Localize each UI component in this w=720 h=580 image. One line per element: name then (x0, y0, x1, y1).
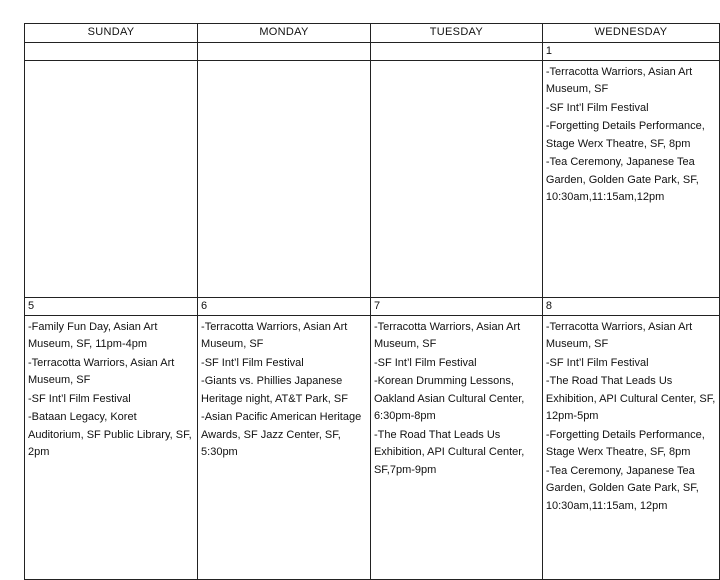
day-header-tuesday: TUESDAY (370, 24, 542, 43)
date-cell: 7 (370, 297, 542, 315)
events-cell (198, 60, 371, 297)
date-cell: 6 (198, 297, 371, 315)
event-item: -Family Fun Day, Asian Art Museum, SF, 11pm-4pm (28, 320, 158, 350)
date-cell: 1 (542, 42, 719, 60)
event-item: -Forgetting Details Performance, Stage Werx Theatre, SF, 8pm (545, 120, 705, 150)
day-header-sunday: SUNDAY (25, 24, 198, 43)
events-cell (25, 315, 198, 579)
day-header-monday: MONDAY (198, 24, 371, 43)
event-item: -Terracotta Warriors, Asian Art Museum, SF (28, 356, 175, 386)
event-item: -The Road That Leads Us Exhibition, API Cultural Center, SF, 12pm-5pm (545, 375, 716, 422)
week2-events-row (25, 315, 720, 579)
event-item: -Terracotta Warriors, Asian Art Museum, SF (373, 320, 521, 350)
event-item: -SF Int’l Film Festival (201, 356, 304, 369)
day-header-row (25, 24, 720, 43)
date-cell (370, 42, 542, 60)
date-cell: 8 (542, 297, 719, 315)
event-item: -Giants vs. Phillies Japanese Heritage night, AT&T Park, SF (201, 375, 348, 405)
event-item: -Terracotta Warriors, Asian Art Museum, SF (545, 320, 693, 350)
date-cell (25, 42, 198, 60)
date-cell: 5 (25, 297, 198, 315)
event-item: -SF Int’l Film Festival (28, 392, 131, 405)
event-item: -Korean Drumming Lessons, Oakland Asian Cultural Center, 6:30pm-8pm (373, 375, 525, 422)
event-item: -Terracotta Warriors, Asian Art Museum, SF (545, 65, 693, 95)
events-cell (370, 315, 542, 579)
events-cell (25, 60, 198, 297)
day-header-wednesday: WEDNESDAY (542, 24, 719, 43)
week2-date-row (25, 297, 720, 315)
week1-events-row (25, 60, 720, 297)
event-item: -SF Int’l Film Festival (373, 356, 477, 369)
event-item: -Terracotta Warriors, Asian Art Museum, SF (201, 320, 348, 350)
event-item: -Tea Ceremony, Japanese Tea Garden, Golden Gate Park, SF, 10:30am,11:15am, 12pm (545, 464, 699, 512)
events-cell (198, 315, 371, 579)
event-item: -Bataan Legacy, Koret Auditorium, SF Public Library, SF, 2pm (28, 411, 192, 458)
events-cell (542, 60, 719, 297)
calendar-grid (24, 23, 720, 580)
event-item: -Forgetting Details Performance, Stage Werx Theatre, SF, 8pm (545, 428, 705, 458)
event-item: -SF Int’l Film Festival (545, 356, 649, 369)
event-item: -SF Int’l Film Festival (545, 101, 649, 114)
event-item: -The Road That Leads Us Exhibition, API Cultural Center, SF,7pm-9pm (373, 428, 525, 476)
date-cell (198, 42, 371, 60)
event-item: -Asian Pacific American Heritage Awards, SF Jazz Center, SF, 5:30pm (201, 411, 362, 458)
week1-date-row (25, 42, 720, 60)
events-cell (542, 315, 719, 579)
events-cell (370, 60, 542, 297)
event-item: -Tea Ceremony, Japanese Tea Garden, Golden Gate Park, SF, 10:30am,11:15am,12pm (545, 156, 699, 203)
